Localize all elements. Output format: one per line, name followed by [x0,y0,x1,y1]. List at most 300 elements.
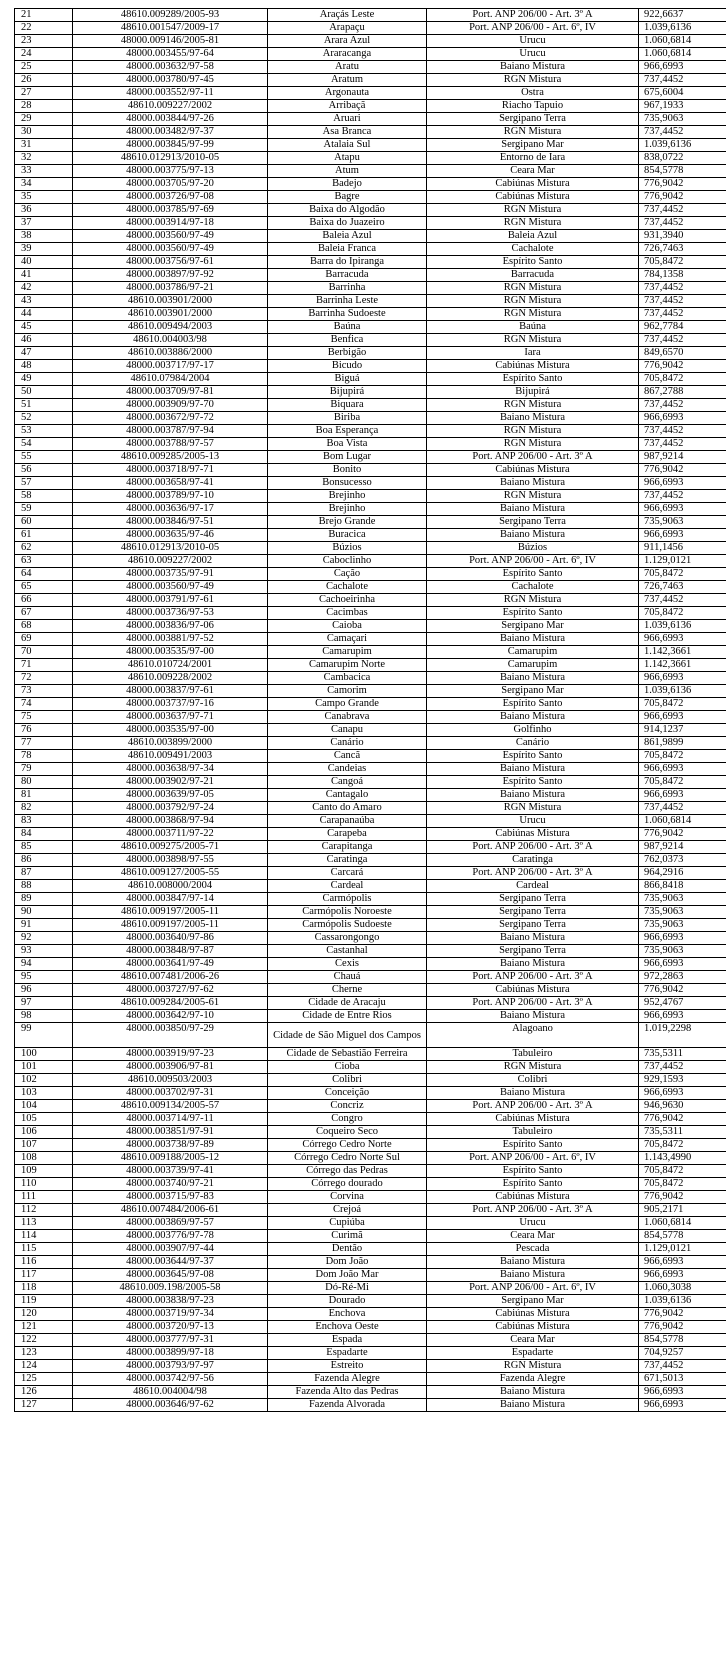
field-name-cell: Arribaçã [268,100,427,113]
value-cell: 1.039,6136 [639,22,726,35]
process-number-cell: 48000.003919/97-23 [73,1048,268,1061]
reference-cell: Pescada [427,1243,639,1256]
table-row [15,1152,726,1165]
field-name-cell: Castanhal [268,945,427,958]
table-row [15,126,726,139]
process-number-cell: 48610.009228/2002 [73,672,268,685]
field-name-cell: Baixa do Algodão [268,204,427,217]
reference-cell: Cachalote [427,581,639,594]
process-number-cell: 48000.003644/97-37 [73,1256,268,1269]
row-number-cell: 93 [15,945,73,958]
row-number-cell: 95 [15,971,73,984]
process-number-cell: 48000.003836/97-06 [73,620,268,633]
table-row [15,607,726,620]
table-row [15,1010,726,1023]
table-row [15,1269,726,1282]
value-cell: 962,7784 [639,321,726,334]
row-number-cell: 82 [15,802,73,815]
row-number-cell: 115 [15,1243,73,1256]
process-number-cell: 48610.009289/2005-93 [73,9,268,22]
process-number-cell: 48000.003837/97-61 [73,685,268,698]
reference-cell: RGN Mistura [427,594,639,607]
process-number-cell: 48000.003735/97-91 [73,568,268,581]
process-number-cell: 48000.003702/97-31 [73,1087,268,1100]
process-number-cell: 48000.009146/2005-81 [73,35,268,48]
table-row [15,672,726,685]
reference-cell: Urucu [427,815,639,828]
row-number-cell: 42 [15,282,73,295]
row-number-cell: 124 [15,1360,73,1373]
row-number-cell: 79 [15,763,73,776]
reference-cell: Cabiúnas Mistura [427,1113,639,1126]
value-cell: 1.060,6814 [639,1217,726,1230]
process-number-cell: 48610.009491/2003 [73,750,268,763]
value-cell: 972,2863 [639,971,726,984]
reference-cell: RGN Mistura [427,490,639,503]
reference-cell: RGN Mistura [427,126,639,139]
field-name-cell: Boa Vista [268,438,427,451]
row-number-cell: 80 [15,776,73,789]
value-cell: 776,9042 [639,1308,726,1321]
row-number-cell: 38 [15,230,73,243]
table-row [15,841,726,854]
field-name-cell: Brejo Grande [268,516,427,529]
field-name-cell: Aratum [268,74,427,87]
row-number-cell: 31 [15,139,73,152]
reference-cell: Baiano Mistura [427,477,639,490]
value-cell: 735,5311 [639,1126,726,1139]
row-number-cell: 75 [15,711,73,724]
value-cell: 1.060,6814 [639,815,726,828]
table-row [15,139,726,152]
table-row [15,425,726,438]
row-number-cell: 46 [15,334,73,347]
table-row [15,1334,726,1347]
process-number-cell: 48610.009275/2005-71 [73,841,268,854]
process-number-cell: 48000.003847/97-14 [73,893,268,906]
row-number-cell: 89 [15,893,73,906]
reference-cell: Sergipano Mar [427,620,639,633]
process-number-cell: 48000.003869/97-57 [73,1217,268,1230]
field-name-cell: Cambacica [268,672,427,685]
process-number-cell: 48000.003714/97-11 [73,1113,268,1126]
reference-cell: Cabiúnas Mistura [427,984,639,997]
reference-cell: RGN Mistura [427,204,639,217]
value-cell: 705,8472 [639,750,726,763]
reference-cell: Sergipano Mar [427,139,639,152]
table-row [15,1282,726,1295]
process-number-cell: 48000.003786/97-21 [73,282,268,295]
reference-cell: Baiano Mistura [427,529,639,542]
field-name-cell: Bom Lugar [268,451,427,464]
reference-cell: Port. ANP 206/00 - Art. 3º A [427,971,639,984]
field-name-cell: Asa Branca [268,126,427,139]
row-number-cell: 110 [15,1178,73,1191]
table-row [15,620,726,633]
field-name-cell: Carapeba [268,828,427,841]
row-number-cell: 58 [15,490,73,503]
field-name-cell: Berbigão [268,347,427,360]
value-cell: 737,4452 [639,425,726,438]
value-cell: 1.143,4990 [639,1152,726,1165]
row-number-cell: 117 [15,1269,73,1282]
table-row [15,1321,726,1334]
reference-cell: Baiano Mistura [427,1010,639,1023]
reference-cell: Cardeal [427,880,639,893]
reference-cell: Baleia Azul [427,230,639,243]
field-name-cell: Camaçari [268,633,427,646]
row-number-cell: 55 [15,451,73,464]
reference-cell: Sergipano Terra [427,945,639,958]
row-number-cell: 45 [15,321,73,334]
value-cell: 952,4767 [639,997,726,1010]
field-name-cell: Bonsucesso [268,477,427,490]
value-cell: 966,6993 [639,477,726,490]
reference-cell: Baiano Mistura [427,412,639,425]
process-number-cell: 48000.003637/97-71 [73,711,268,724]
process-number-cell: 48000.003881/97-52 [73,633,268,646]
field-name-cell: Barra do Ipiranga [268,256,427,269]
table-row [15,1399,726,1412]
table-row [15,204,726,217]
table-row [15,87,726,100]
row-number-cell: 30 [15,126,73,139]
reference-cell: Espírito Santo [427,1165,639,1178]
reference-cell: Sergipano Mar [427,1295,639,1308]
field-name-cell: Benfica [268,334,427,347]
value-cell: 737,4452 [639,126,726,139]
value-cell: 1.039,6136 [639,139,726,152]
field-name-cell: Estreito [268,1360,427,1373]
process-number-cell: 48000.003720/97-13 [73,1321,268,1334]
table-row [15,906,726,919]
process-number-cell: 48000.003638/97-34 [73,763,268,776]
field-name-cell: Carapitanga [268,841,427,854]
value-cell: 776,9042 [639,464,726,477]
process-number-cell: 48000.003848/97-87 [73,945,268,958]
field-name-cell: Campo Grande [268,698,427,711]
row-number-cell: 86 [15,854,73,867]
process-number-cell: 48000.003552/97-11 [73,87,268,100]
value-cell: 776,9042 [639,360,726,373]
table-row [15,789,726,802]
process-number-cell: 48610.009134/2005-57 [73,1100,268,1113]
reference-cell: Baiano Mistura [427,1399,639,1412]
value-cell: 776,9042 [639,828,726,841]
reference-cell: Urucu [427,1217,639,1230]
row-number-cell: 97 [15,997,73,1010]
table-row [15,763,726,776]
reference-cell: RGN Mistura [427,74,639,87]
process-number-cell: 48610.003899/2000 [73,737,268,750]
table-row [15,256,726,269]
row-number-cell: 106 [15,1126,73,1139]
table-row [15,828,726,841]
process-number-cell: 48000.003788/97-57 [73,438,268,451]
table-row [15,438,726,451]
reference-cell: RGN Mistura [427,425,639,438]
process-number-cell: 48000.003742/97-56 [73,1373,268,1386]
field-name-cell: Bonito [268,464,427,477]
field-name-cell: Biguá [268,373,427,386]
value-cell: 704,9257 [639,1347,726,1360]
reference-cell: RGN Mistura [427,308,639,321]
process-number-cell: 48610.009127/2005-55 [73,867,268,880]
value-cell: 705,8472 [639,256,726,269]
process-number-cell: 48000.003850/97-29 [73,1023,268,1048]
row-number-cell: 81 [15,789,73,802]
field-name-cell: Fazenda Alegre [268,1373,427,1386]
process-number-cell: 48610.012913/2010-05 [73,152,268,165]
reference-cell: Tabuleiro [427,1048,639,1061]
table-row [15,997,726,1010]
row-number-cell: 109 [15,1165,73,1178]
row-number-cell: 35 [15,191,73,204]
table-row [15,568,726,581]
row-number-cell: 62 [15,542,73,555]
value-cell: 854,5778 [639,1334,726,1347]
table-row [15,360,726,373]
row-number-cell: 65 [15,581,73,594]
table-row [15,386,726,399]
value-cell: 726,7463 [639,581,726,594]
process-number-cell: 48000.003715/97-83 [73,1191,268,1204]
row-number-cell: 99 [15,1023,73,1048]
reference-cell: Port. ANP 206/00 - Art. 3º A [427,451,639,464]
value-cell: 705,8472 [639,568,726,581]
field-name-cell: Barrinha Leste [268,295,427,308]
table-row [15,1347,726,1360]
table-row [15,1204,726,1217]
reference-cell: Baiano Mistura [427,789,639,802]
row-number-cell: 72 [15,672,73,685]
row-number-cell: 61 [15,529,73,542]
reference-cell: Baiano Mistura [427,503,639,516]
value-cell: 735,9063 [639,919,726,932]
table-row [15,646,726,659]
table-row [15,867,726,880]
process-number-cell: 48610.008000/2004 [73,880,268,893]
reference-cell: Camarupim [427,659,639,672]
value-cell: 1.060,3038 [639,1282,726,1295]
value-cell: 1.142,3661 [639,646,726,659]
field-name-cell: Caratinga [268,854,427,867]
table-row [15,48,726,61]
table-row [15,35,726,48]
value-cell: 735,9063 [639,113,726,126]
value-cell: 737,4452 [639,1061,726,1074]
table-row [15,347,726,360]
row-number-cell: 32 [15,152,73,165]
row-number-cell: 59 [15,503,73,516]
process-number-cell: 48000.003785/97-69 [73,204,268,217]
value-cell: 737,4452 [639,308,726,321]
field-name-cell: Canário [268,737,427,750]
value-cell: 966,6993 [639,958,726,971]
value-cell: 966,6993 [639,529,726,542]
value-cell: 671,5013 [639,1373,726,1386]
field-name-cell: Baúna [268,321,427,334]
table-row [15,282,726,295]
table-row [15,711,726,724]
field-name-cell: Curimã [268,1230,427,1243]
value-cell: 1.039,6136 [639,1295,726,1308]
table-row [15,1295,726,1308]
field-name-cell: Chauá [268,971,427,984]
row-number-cell: 67 [15,607,73,620]
field-name-cell: Carmópolis Sudoeste [268,919,427,932]
table-row [15,893,726,906]
reference-cell: RGN Mistura [427,1360,639,1373]
value-cell: 735,9063 [639,906,726,919]
field-name-cell: Cacimbas [268,607,427,620]
process-number-cell: 48000.003793/97-97 [73,1360,268,1373]
field-name-cell: Baleia Azul [268,230,427,243]
row-number-cell: 28 [15,100,73,113]
table-row [15,1243,726,1256]
value-cell: 737,4452 [639,282,726,295]
field-name-cell: Biquara [268,399,427,412]
process-number-cell: 48000.003787/97-94 [73,425,268,438]
table-row [15,581,726,594]
field-name-cell: Canabrava [268,711,427,724]
row-number-cell: 114 [15,1230,73,1243]
field-name-cell: Argonauta [268,87,427,100]
reference-cell: Iara [427,347,639,360]
value-cell: 737,4452 [639,74,726,87]
row-number-cell: 40 [15,256,73,269]
value-cell: 737,4452 [639,438,726,451]
field-name-cell: Dom João Mar [268,1269,427,1282]
row-number-cell: 92 [15,932,73,945]
row-number-cell: 23 [15,35,73,48]
reference-cell: Baiano Mistura [427,672,639,685]
value-cell: 987,9214 [639,451,726,464]
reference-cell: Espírito Santo [427,607,639,620]
value-cell: 737,4452 [639,1360,726,1373]
row-number-cell: 52 [15,412,73,425]
field-name-cell: Cassarongongo [268,932,427,945]
process-number-cell: 48000.003718/97-71 [73,464,268,477]
process-number-cell: 48000.003792/97-24 [73,802,268,815]
row-number-cell: 88 [15,880,73,893]
document-page [14,8,714,1412]
table-row [15,295,726,308]
table-row [15,594,726,607]
row-number-cell: 122 [15,1334,73,1347]
field-name-cell: Buracica [268,529,427,542]
row-number-cell: 102 [15,1074,73,1087]
field-name-cell: Córrego Cedro Norte Sul [268,1152,427,1165]
table-row [15,685,726,698]
row-number-cell: 108 [15,1152,73,1165]
reference-cell: Cabiúnas Mistura [427,828,639,841]
reference-cell: Cabiúnas Mistura [427,178,639,191]
row-number-cell: 126 [15,1386,73,1399]
value-cell: 966,6993 [639,672,726,685]
process-number-cell: 48000.003719/97-34 [73,1308,268,1321]
value-cell: 861,9899 [639,737,726,750]
table-row [15,984,726,997]
value-cell: 776,9042 [639,1321,726,1334]
field-name-cell: Arara Azul [268,35,427,48]
value-cell: 854,5778 [639,165,726,178]
field-name-cell: Bagre [268,191,427,204]
reference-cell: Baiano Mistura [427,61,639,74]
row-number-cell: 111 [15,1191,73,1204]
reference-cell: Baiano Mistura [427,1386,639,1399]
field-name-cell: Carapanaúba [268,815,427,828]
process-number-cell: 48610.009503/2003 [73,1074,268,1087]
process-number-cell: 48000.003455/97-64 [73,48,268,61]
field-name-cell: Dó-Ré-Mi [268,1282,427,1295]
value-cell: 705,8472 [639,698,726,711]
process-number-cell: 48000.003711/97-22 [73,828,268,841]
value-cell: 737,4452 [639,217,726,230]
reference-cell: Espírito Santo [427,776,639,789]
process-number-cell: 48000.003658/97-41 [73,477,268,490]
row-number-cell: 76 [15,724,73,737]
field-name-cell: Enchova [268,1308,427,1321]
row-number-cell: 47 [15,347,73,360]
table-row [15,373,726,386]
reference-cell: Cabiúnas Mistura [427,1308,639,1321]
table-row [15,555,726,568]
row-number-cell: 50 [15,386,73,399]
process-number-cell: 48610.009227/2002 [73,555,268,568]
field-name-cell: Caioba [268,620,427,633]
table-row [15,399,726,412]
process-number-cell: 48610.009197/2005-11 [73,919,268,932]
table-row [15,334,726,347]
row-number-cell: 22 [15,22,73,35]
process-number-cell: 48610.009.198/2005-58 [73,1282,268,1295]
value-cell: 762,0373 [639,854,726,867]
reference-cell: Cabiúnas Mistura [427,360,639,373]
field-name-cell: Aruari [268,113,427,126]
field-name-cell: Camarupim [268,646,427,659]
value-cell: 776,9042 [639,1113,726,1126]
field-name-cell: Colibri [268,1074,427,1087]
value-cell: 1.129,0121 [639,555,726,568]
row-number-cell: 26 [15,74,73,87]
process-number-cell: 48000.003560/97-49 [73,581,268,594]
reference-cell: RGN Mistura [427,282,639,295]
row-number-cell: 123 [15,1347,73,1360]
row-number-cell: 74 [15,698,73,711]
value-cell: 726,7463 [639,243,726,256]
value-cell: 737,4452 [639,399,726,412]
reference-cell: Tabuleiro [427,1126,639,1139]
field-name-cell: Brejinho [268,503,427,516]
reference-cell: Baiano Mistura [427,1087,639,1100]
process-number-cell: 48610.009188/2005-12 [73,1152,268,1165]
table-row [15,880,726,893]
reference-cell: Port. ANP 206/00 - Art. 3º A [427,1204,639,1217]
field-name-cell: Cardeal [268,880,427,893]
table-row [15,1360,726,1373]
row-number-cell: 83 [15,815,73,828]
table-row [15,633,726,646]
field-name-cell: Cidade de Aracaju [268,997,427,1010]
table-row [15,529,726,542]
field-name-cell: Cidade de Entre Rios [268,1010,427,1023]
row-number-cell: 48 [15,360,73,373]
row-number-cell: 98 [15,1010,73,1023]
process-number-cell: 48000.003705/97-20 [73,178,268,191]
process-number-cell: 48000.003845/97-99 [73,139,268,152]
reference-cell: Colibri [427,1074,639,1087]
